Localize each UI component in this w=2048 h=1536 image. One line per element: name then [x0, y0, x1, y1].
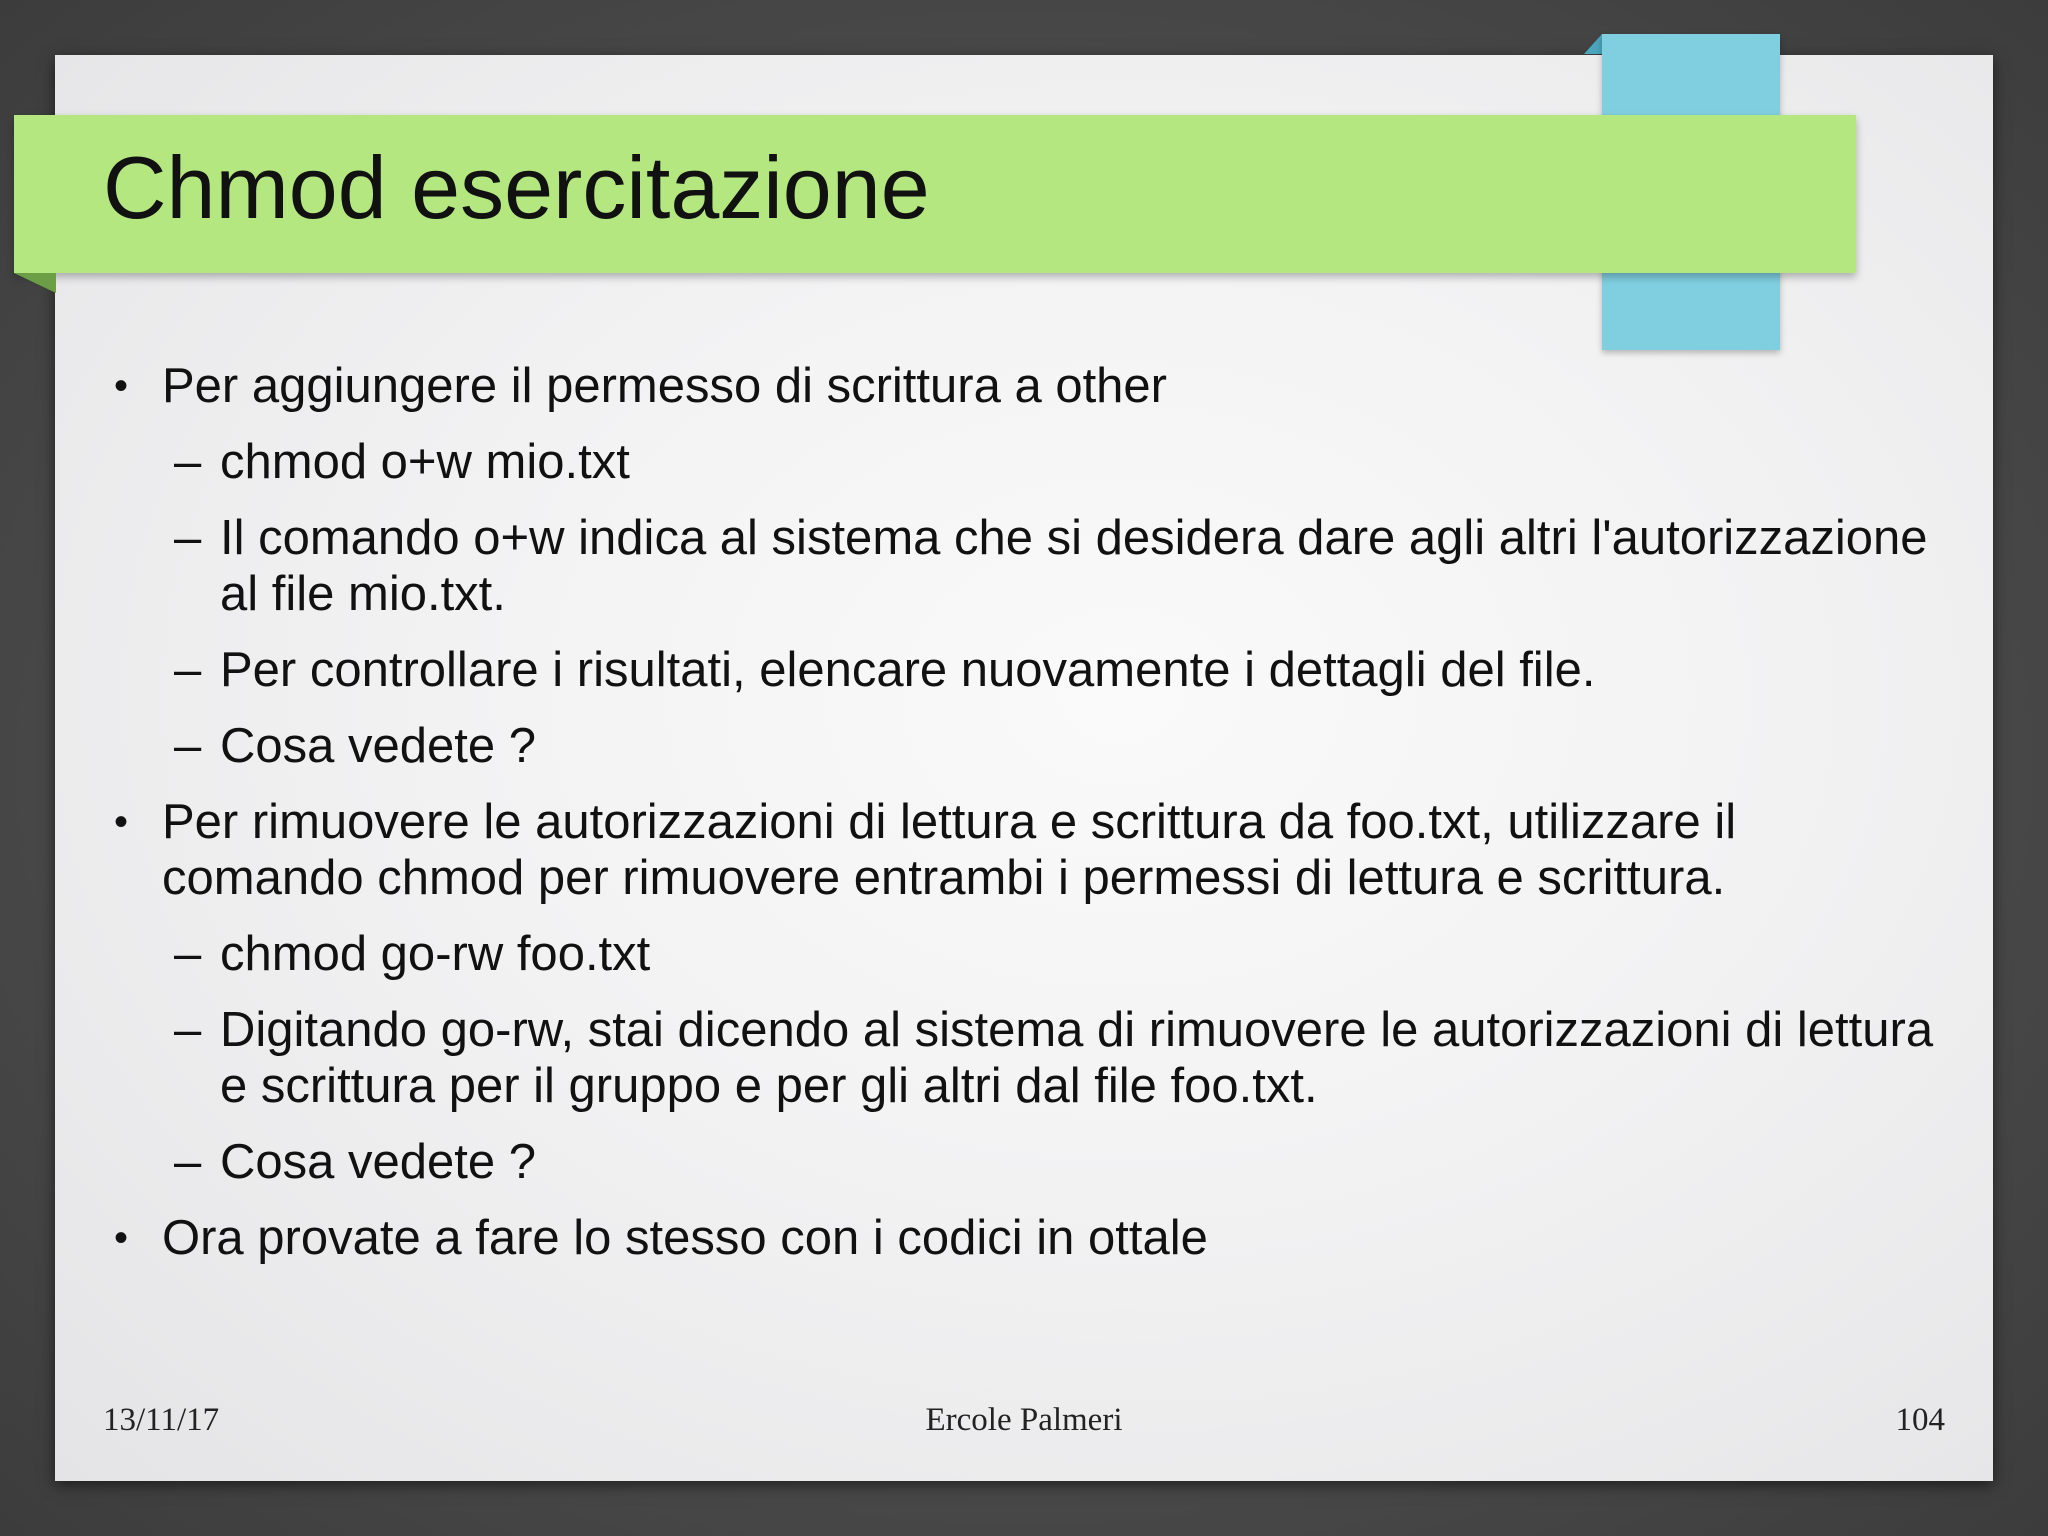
sub-item-text: Il comando o+w indica al sistema che si desidera dare agli altri l'autorizzazione al file mio.txt.	[220, 511, 1928, 621]
sub-item-text: Per controllare i risultati, elencare nuovamente i dettagli del file.	[220, 643, 1596, 697]
sub-item	[110, 1002, 1940, 1114]
sub-item	[110, 1134, 1940, 1190]
sub-dash: –	[174, 719, 202, 773]
sub-item	[110, 434, 1940, 490]
bullet-item	[110, 1210, 1940, 1266]
title-bar-fold	[14, 273, 56, 293]
sub-item-text: Cosa vedete ?	[220, 1135, 536, 1189]
sub-item	[110, 718, 1940, 774]
sub-item-text: chmod o+w mio.txt	[220, 435, 630, 489]
bullet-dot: •	[114, 800, 129, 844]
sub-dash: –	[174, 435, 202, 489]
sub-item	[110, 926, 1940, 982]
bullet-text: Ora provate a fare lo stesso con i codici in ottale	[162, 1211, 1208, 1265]
bullet-dot: •	[114, 1216, 129, 1260]
bullet-dot: •	[114, 364, 129, 408]
bullet-item	[110, 794, 1940, 906]
slide-content	[110, 358, 1940, 1286]
sub-dash: –	[174, 511, 202, 565]
sub-item-text: Cosa vedete ?	[220, 719, 536, 773]
footer-page-number: 104	[1895, 1402, 1945, 1438]
sub-dash: –	[174, 643, 202, 697]
bullet-item	[110, 358, 1940, 414]
bullet-text: Per rimuovere le autorizzazioni di lettura e scrittura da foo.txt, utilizzare il comando chmod per rimuovere entrambi i permessi di lettura e scrittura.	[162, 795, 1737, 905]
side-tab-fold	[1584, 34, 1602, 54]
bullet-text: Per aggiungere il permesso di scrittura a other	[162, 359, 1168, 413]
sub-item	[110, 510, 1940, 622]
sub-item-text: chmod go-rw foo.txt	[220, 927, 651, 981]
footer-author: Ercole Palmeri	[925, 1402, 1123, 1438]
sub-dash: –	[174, 927, 202, 981]
sub-dash: –	[174, 1003, 202, 1057]
sub-dash: –	[174, 1135, 202, 1189]
slide-title: Chmod esercitazione	[103, 138, 930, 237]
footer-date: 13/11/17	[103, 1402, 220, 1438]
sub-item-text: Digitando go-rw, stai dicendo al sistema di rimuovere le autorizzazioni di lettura e scrittura per il gruppo e per gli altri dal file foo.txt.	[220, 1003, 1934, 1113]
sub-item	[110, 642, 1940, 698]
